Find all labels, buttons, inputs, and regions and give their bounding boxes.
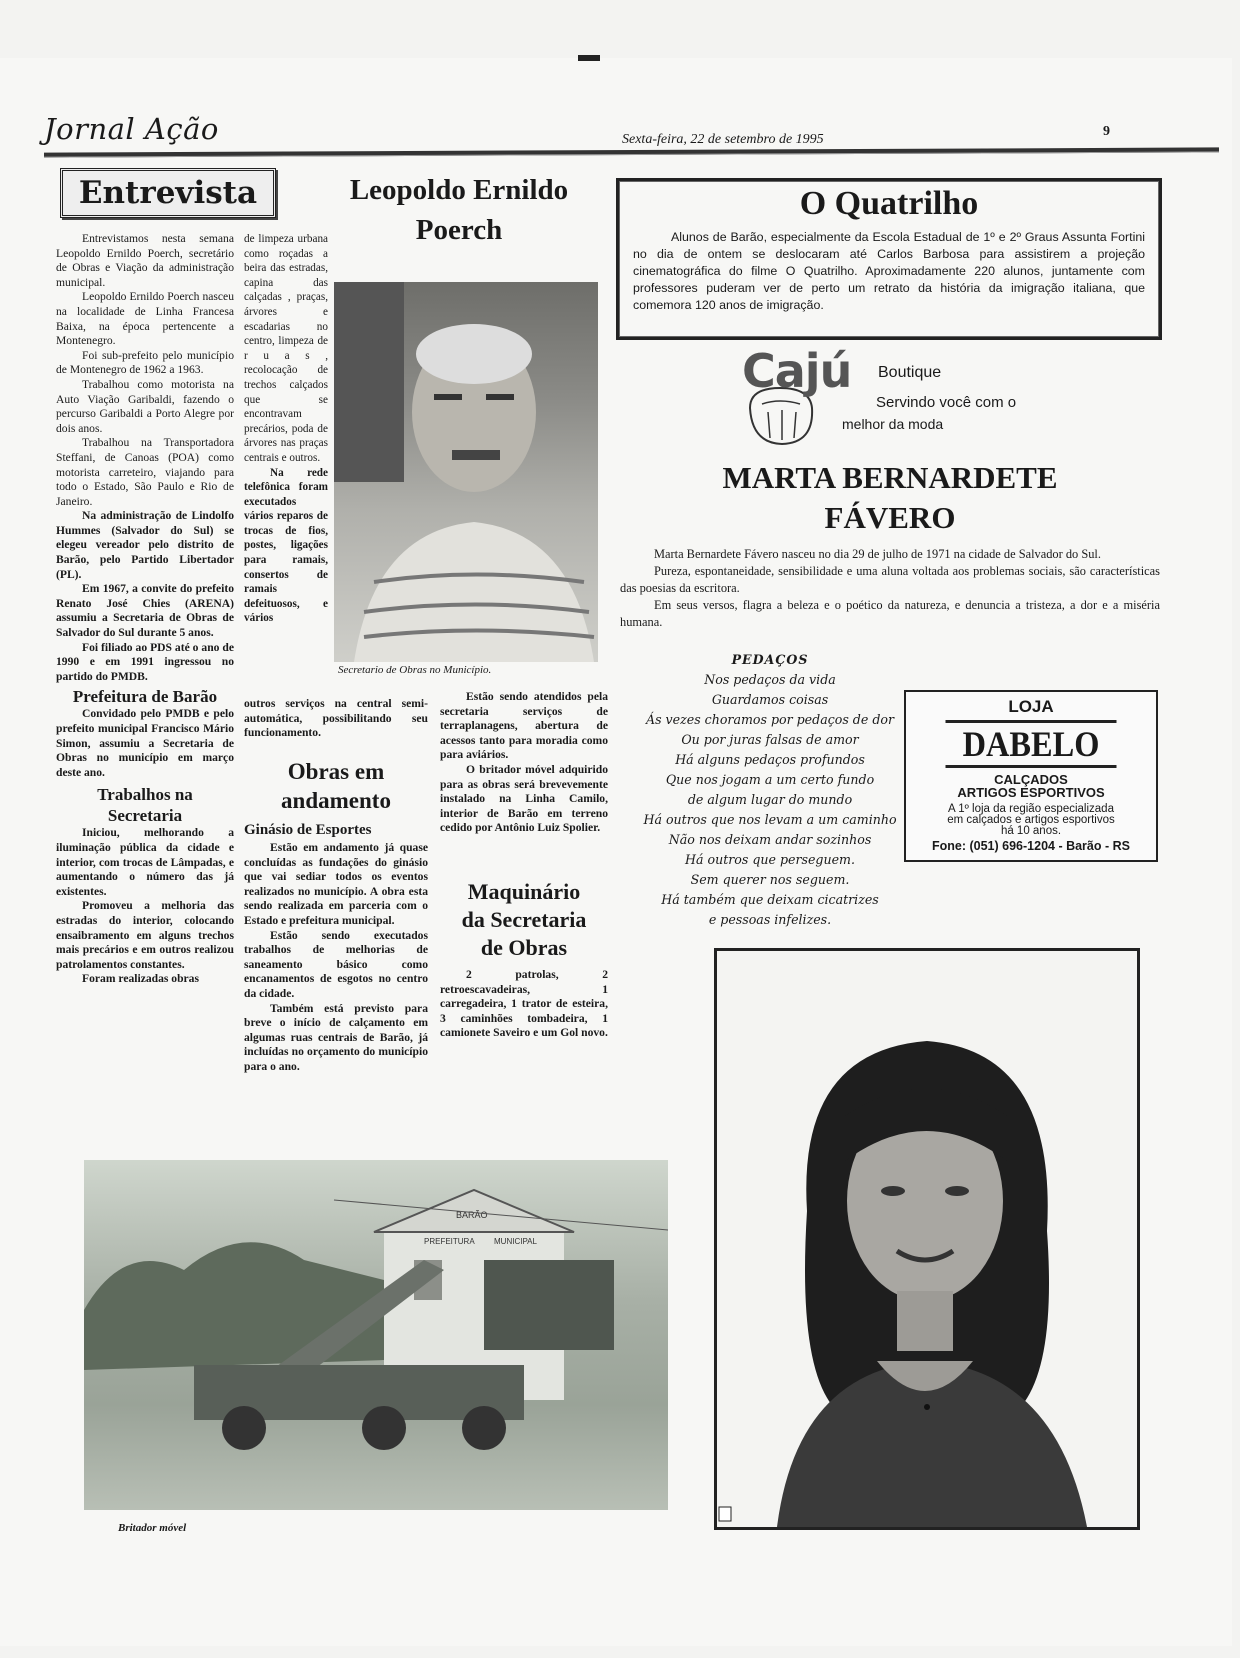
poem-line: e pessoas infelizes. xyxy=(708,912,832,927)
interview-column-4 xyxy=(440,690,608,836)
subheading-trabalhos: Secretaria xyxy=(107,806,183,826)
poem-pedacos xyxy=(640,650,900,930)
quatrilho-title: O Quatrilho xyxy=(799,185,979,222)
caju-slogan-1: Servindo você com o xyxy=(876,394,1017,411)
poem-line: Ás vezes choramos por pedaços de dor xyxy=(646,712,894,727)
paragraph: Em 1967, a convite do prefeito Renato José Chies (ARENA) assumiu a Secretaria de Obras de Salvador do Sul durante 5 anos. xyxy=(56,582,234,640)
sign-prefeitura: PREFEITURA xyxy=(424,1237,475,1246)
interview-column-2 xyxy=(244,232,328,626)
portrait-caption: Secretario de Obras no Município. xyxy=(338,664,492,676)
paragraph: Estão sendo executados trabalhos de melhorias de saneamento básico como encanamentos de esgotos no centro da cidade. xyxy=(244,928,428,1000)
dabelo-brand: DABELO xyxy=(946,720,1117,768)
caju-brand: Cajú xyxy=(742,344,852,398)
paragraph: Estão sendo atendidos pela secretaria serviços de terraplanagens, abertura de acessos tanto para moradia como para aviários. xyxy=(440,690,608,762)
dabelo-phone: Fone: (051) 696-1204 - Barão - RS xyxy=(932,839,1130,853)
paragraph: Foi sub-prefeito pelo município de Montenegro de 1962 a 1963. xyxy=(56,348,234,377)
maquinario-text xyxy=(440,968,608,1041)
subheading-ginasio: Ginásio de Esportes xyxy=(244,822,372,838)
paragraph: Trabalhou na Transportadora Steffani, de Canoas (POA) como motorista carreteiro, viajando para todo o Estado, São Paulo e Rio de Janeiro. xyxy=(56,436,234,508)
maquinario-headline xyxy=(440,878,608,962)
page-number: 9 xyxy=(1103,124,1110,139)
poem-line: Há alguns pedaços profundos xyxy=(675,752,865,767)
poem-line: Que nos jogam a um certo fundo xyxy=(665,772,875,787)
interview-headline xyxy=(318,170,600,250)
poem-line: Há também que deixam cicatrizes xyxy=(661,892,879,907)
section-label-entrevista: Entrevista xyxy=(60,168,276,218)
poem-line: Ou por juras falsas de amor xyxy=(681,732,859,747)
dabelo-loja: LOJA xyxy=(1008,697,1054,716)
dabelo-desc: em calçados e artigos esportivos xyxy=(947,814,1115,826)
subheading-trabalhos: Trabalhos na xyxy=(97,785,193,805)
paragraph: 2 patrolas, 2 retroescavadeiras, 1 carregadeira, 1 trator de esteira, 3 caminhões tombadeira, 1 camionete Saveiro e um Gol novo. xyxy=(440,968,608,1040)
poem-line: Sem querer nos seguem. xyxy=(690,872,850,887)
interview-column-2-continued xyxy=(244,697,428,741)
caju-boutique-ad xyxy=(740,344,1060,448)
binding-mark xyxy=(578,55,600,61)
britador-caption: Britador móvel xyxy=(118,1522,187,1534)
britador-illustration xyxy=(84,1160,668,1510)
headline-line: MARTA BERNARDETE xyxy=(722,460,1058,495)
headline-line: FÁVERO xyxy=(824,500,956,535)
poem-line: Há outros que nos levam a um caminho xyxy=(643,812,897,827)
sign-barao: BARÃO xyxy=(456,1210,488,1220)
paragraph: Pureza, espontaneidade, sensibilidade e uma aluna voltada aos problemas sociais, são características das poesias da escritora. xyxy=(620,564,1160,595)
marta-headline xyxy=(620,458,1160,538)
paragraph: Marta Bernardete Fávero nasceu no dia 29 de julho de 1971 na cidade de Salvador do Sul. xyxy=(654,547,1101,561)
poem-line: de algum lugar do mundo xyxy=(687,792,853,807)
poem-line: Há outros que perseguem. xyxy=(685,852,855,867)
portrait-illustration xyxy=(334,282,598,662)
headline-line: de Obras xyxy=(480,935,568,960)
paragraph: Convidado pelo PMDB e pelo prefeito municipal Francisco Mário Simon, assumiu a Secretaria de Obras no município em março deste ano. xyxy=(56,707,234,779)
paragraph: Alunos de Barão, especialmente da Escola Estadual de 1º e 2º Graus Assunta Fortini no dia de ontem se deslocaram até Carlos Barbosa para assistirem a projeção cinematográfica do filme O Quatrilho. Aproximadamente 220 alunos, juntamente com professores puderam ver de perto um retrato da história da imigração italiana, que comemora 120 anos de imigração. xyxy=(633,230,1145,312)
paragraph: Promoveu a melhoria das estradas do interior, colocando ensaibramento em alguns trechos mais precários e em outros realizou patrolamentos constantes. xyxy=(56,899,234,971)
caju-slogan-2: melhor da moda xyxy=(842,416,944,432)
paragraph: de limpeza urbana como roçadas a beira das estradas, capina das calçadas , praças, árvores e escadarias no centro, limpeza de r u a s , recolocação de trechos calçados que se encontravam precários, poda de árvores nas praças centrais e outros. xyxy=(244,233,328,464)
poem-line: Guardamos coisas xyxy=(711,692,829,707)
paragraph: Em seus versos, flagra a beleza e o poético da natureza, e denuncia a tristeza, a dor e a miséria humana. xyxy=(620,598,1160,629)
headline-line: Maquinário xyxy=(467,879,581,904)
paragraph: Foi filiado ao PDS até o ano de 1990 e em 1991 ingressou no partido do PMDB. xyxy=(56,640,234,683)
dabelo-desc: A 1º loja da região especializada xyxy=(948,803,1114,815)
poem-line: Não nos deixam andar sozinhos xyxy=(668,832,872,847)
marta-text xyxy=(620,546,1160,631)
paragraph: Também está previsto para breve o início de calçamento em algumas ruas centrais de Barão, já incluídas no orçamento do município para o ano. xyxy=(244,1001,428,1073)
paragraph: Iniciou, melhorando a iluminação pública da cidade e interior, com trocas de Lâmpadas, e aumentando o número das já existentes. xyxy=(56,826,234,898)
quatrilho-box xyxy=(616,178,1162,340)
marta-portrait-illustration xyxy=(717,951,1137,1527)
portrait-photo-leopoldo xyxy=(334,282,598,662)
paragraph: Estão em andamento já quase concluídas as fundações do ginásio que vai sediar todos os eventos realizados no município. A obra esta sendo realizada em parceria com o Estado e prefeitura municipal. xyxy=(244,841,428,927)
paragraph: Foram realizadas obras xyxy=(82,972,199,986)
paragraph: O britador móvel adquirido para as obras será brevevemente instalado na Linha Camilo, interior de Barão em terreno cedido por Antônio Luiz Spolier. xyxy=(440,762,608,835)
quatrilho-text xyxy=(633,229,1145,314)
poem-title: PEDAÇOS xyxy=(731,652,809,667)
dabelo-desc: há 10 anos. xyxy=(1000,825,1062,837)
obras-headline xyxy=(244,757,428,815)
portrait-photo-marta xyxy=(714,948,1140,1530)
sign-municipal: MUNICIPAL xyxy=(494,1237,537,1246)
paragraph: outros serviços na central semi-automática, possibilitando seu funcionamento. xyxy=(244,697,428,740)
headline-line: da Secretaria xyxy=(461,907,587,932)
poem-line: Nos pedaços da vida xyxy=(704,672,836,687)
headline-line: Obras em xyxy=(287,759,385,784)
caju-subtitle: Boutique xyxy=(878,364,942,381)
dabelo-ad xyxy=(904,690,1158,862)
headline-line: Leopoldo Ernildo xyxy=(349,174,569,206)
paragraph: Leopoldo Ernildo Poerch nasceu na localidade de Linha Francesa Baixa, na época pertencente a Montenegro. xyxy=(56,290,234,348)
paragraph: Entrevistamos nesta semana Leopoldo Ernildo Poerch, secretário de Obras e Viação da administração municipal. xyxy=(56,232,234,289)
britador-photo xyxy=(84,1160,668,1510)
subheading-prefeitura: Prefeitura de Barão xyxy=(72,687,218,707)
paragraph: Na rede telefônica foram executados vários reparos de trocas de fios, postes, ligações para ramais, consertos de ramais defeituosos, e vários xyxy=(244,466,328,625)
dateline: Sexta-feira, 22 de setembro de 1995 xyxy=(622,132,824,147)
obras-column xyxy=(244,820,428,1075)
interview-column-1 xyxy=(56,232,234,987)
paragraph: Na administração de Lindolfo Hummes (Salvador do Sul) se elegeu vereador pelo distrito de Barão, pelo Partido Libertador (PL). xyxy=(56,509,234,581)
headline-line: Poerch xyxy=(415,214,503,246)
dabelo-artigos: ARTIGOS ESPORTIVOS xyxy=(957,785,1105,800)
masthead: Jornal Ação xyxy=(44,112,219,146)
dabelo-calcados: CALÇADOS xyxy=(994,772,1068,787)
headline-line: andamento xyxy=(281,788,391,813)
paragraph: Trabalhou como motorista na Auto Viação Garibaldi, fazendo o percurso Garibaldi a Porto Alegre por dois anos. xyxy=(56,377,234,435)
